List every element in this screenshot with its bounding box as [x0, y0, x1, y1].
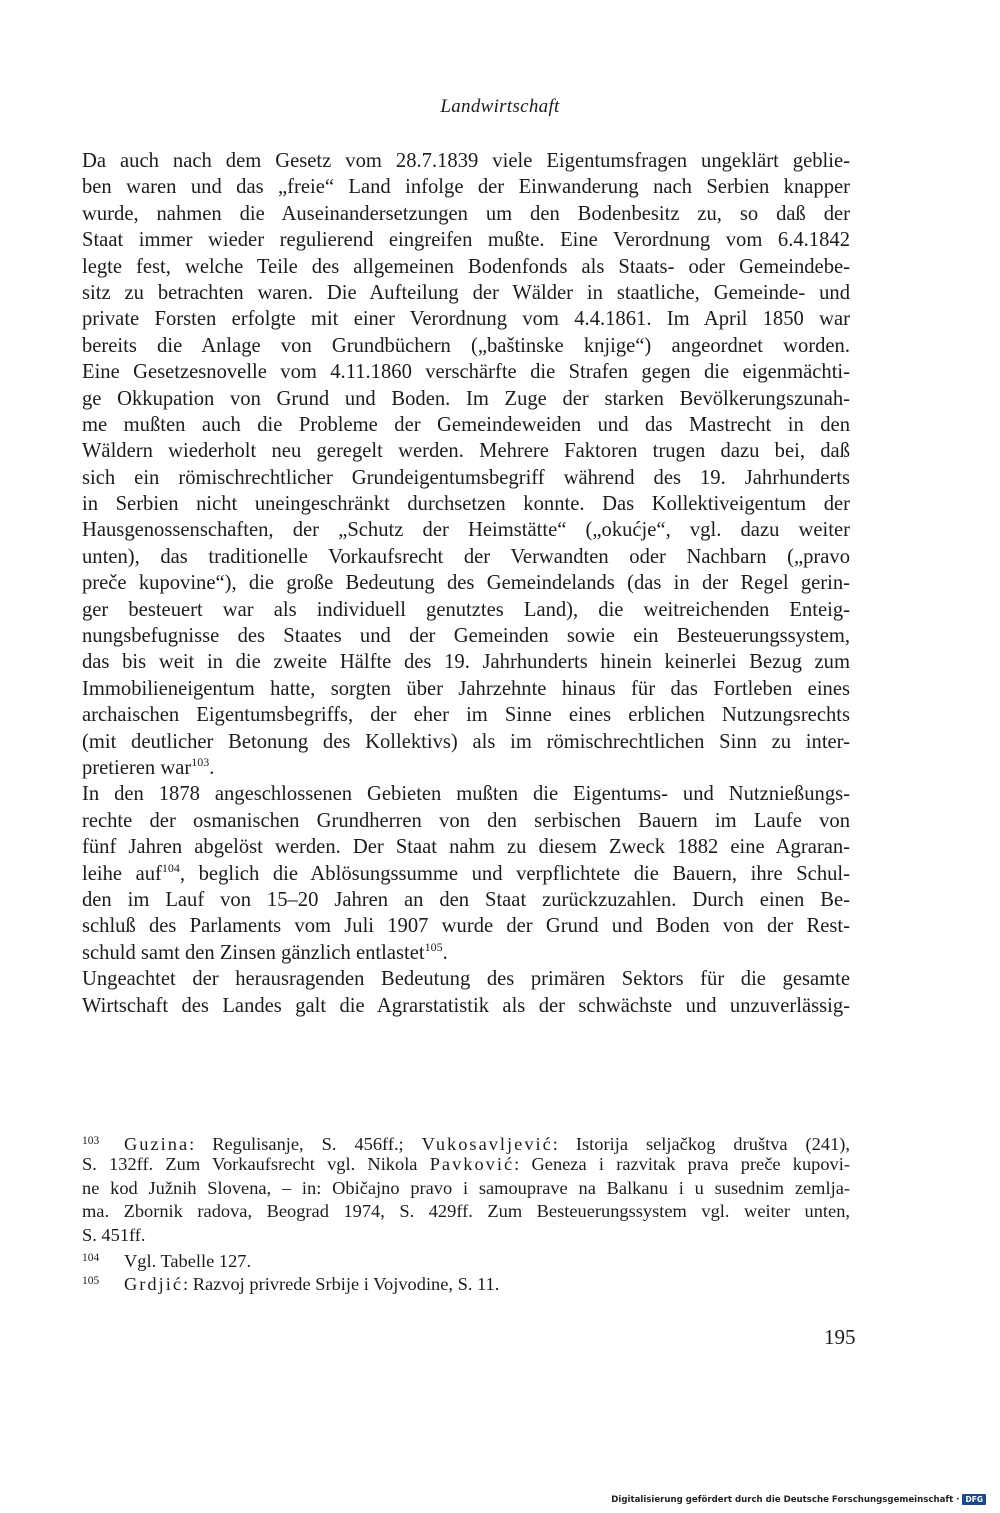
footnote-line: [82, 1153, 850, 1176]
text-line: in Serbien nicht uneingeschränkt durchsetzen konnte. Das Kollektiveigentum der: [82, 493, 850, 516]
period: .: [209, 756, 215, 779]
footnote-ref-105[interactable]: 105: [424, 939, 443, 954]
footnote-line: ne kod Južnih Slovena, – in: Običajno pravo i samouprave na Balkanu i u susednim zemlja-: [82, 1177, 850, 1198]
author-name: Guzina: [124, 1134, 190, 1154]
footnote-text: : Razvoj privrede Srbije i Vojvodine, S. 11.: [182, 1274, 500, 1295]
footnote-text: : Regulisanje, S. 456ff.;: [189, 1134, 422, 1154]
text-line: preče kupovine“), die große Bedeutung des Gemeindelands (das in der Regel gerin-: [82, 572, 850, 595]
text-line: den im Lauf von 15–20 Jahren an den Staat zurückzuzahlen. Durch einen Be-: [82, 888, 850, 911]
text-line: me mußten auch die Probleme der Gemeindeweiden und das Mastrecht in den: [82, 413, 850, 436]
text-line: [82, 861, 850, 887]
text-line: wurde, nahmen die Auseinandersetzungen um den Bodenbesitz zu, so daß der: [82, 202, 850, 225]
body-text: [82, 148, 850, 1019]
text-line: schluß des Parlaments vom Juli 1907 wurde der Grund und Boden von der Rest-: [82, 915, 850, 938]
text-line: Staat immer wieder regulierend eingreifen mußte. Eine Verordnung vom 6.4.1842: [82, 229, 850, 252]
footnote-103: [82, 1130, 850, 1153]
dfg-logo: DFG: [962, 1494, 986, 1505]
text-line: Immobilieneigentum hatte, sorgten über Jahrzehnte hinaus für das Fortleben eines: [82, 677, 850, 700]
text-line: sich ein römischrechtlicher Grundeigentumsbegriff während des 19. Jahrhunderts: [82, 466, 850, 489]
running-head: Landwirtschaft: [440, 96, 560, 117]
footnote-line: ma. Zbornik radova, Beograd 1974, S. 429ff. Zum Besteuerungssystem vgl. weiter unten,: [82, 1201, 850, 1222]
text-line: private Forsten erfolgte mit einer Verordnung vom 4.4.1861. Im April 1850 war: [82, 308, 850, 331]
text-line: archaischen Eigentumsbegriffs, der eher im Sinne eines erblichen Nutzungsrechts: [82, 704, 850, 727]
digitization-credit: [611, 1494, 986, 1505]
text-line: bereits die Anlage von Grundbüchern („baštinske knjige“) angeordnet worden.: [82, 334, 850, 357]
text-line: Eine Gesetzesnovelle vom 4.11.1860 verschärfte die Strafen gegen die eigenmächti-: [82, 361, 850, 384]
text-line: sitz zu betrachten waren. Die Aufteilung der Wälder in staatliche, Gemeinde- und: [82, 281, 850, 304]
footnote-text: : Istorija seljačkog društva (241),: [552, 1134, 850, 1154]
footnotes: [82, 1130, 850, 1294]
text-line: ge Okkupation von Grund und Boden. Im Zuge der starken Bevölkerungszunah-: [82, 387, 850, 410]
text-line: fünf Jahren abgelöst werden. Der Staat nahm zu diesem Zweck 1882 eine Agraran-: [82, 836, 850, 859]
text-line: Hausgenossenschaften, der „Schutz der Heimstätte“ („okućje“, vgl. dazu weiter: [82, 519, 850, 542]
text-line: Da auch nach dem Gesetz vom 28.7.1839 viele Eigentumsfragen ungeklärt geblie-: [82, 150, 850, 172]
text-line: nungsbefugnisse des Staates und der Gemeinden sowie ein Besteuerungssystem,: [82, 625, 850, 648]
footnote-number: 104: [82, 1251, 100, 1264]
text-line: ben waren und das „freie“ Land infolge der Einwanderung nach Serbien knapper: [82, 176, 850, 199]
text-line: Wäldern wiederholt neu geregelt werden. Mehrere Faktoren trugen dazu bei, daß: [82, 440, 850, 463]
text-line: unten), das traditionelle Vorkaufsrecht der Verwandten oder Nachbarn („pravo: [82, 545, 850, 568]
footnote-ref-104[interactable]: 104: [161, 860, 180, 875]
text-line: Ungeachtet der herausragenden Bedeutung des primären Sektors für die gesamte: [82, 968, 850, 991]
text-line: Wirtschaft des Landes galt die Agrarstatistik als der schwächste und unzuverlässig-: [82, 994, 850, 1017]
period: .: [442, 941, 448, 964]
text-line: legte fest, welche Teile des allgemeinen Bodenfonds als Staats- oder Gemeindebe-: [82, 255, 850, 278]
text-fragment: , beglich die Ablösungssumme und verpflichtete die Bauern, ihre Schul-: [179, 862, 850, 885]
credit-text: Digitalisierung gefördert durch die Deutsche Forschungsgemeinschaft ·: [611, 1494, 960, 1505]
text-fragment: leihe auf: [82, 862, 162, 885]
text-line: rechte der osmanischen Grundherren von den serbischen Bauern im Laufe von: [82, 809, 850, 832]
footnote-105: [82, 1270, 850, 1293]
author-name: Pavković: [429, 1154, 515, 1175]
page-number: 195: [824, 1325, 856, 1349]
author-name: Vukosavljević: [421, 1134, 553, 1154]
footnote-text: : Geneza i razvitak prava preče kupovi-: [514, 1154, 850, 1175]
text-line: In den 1878 angeschlossenen Gebieten mußten die Eigentums- und Nutznießungs-: [82, 783, 850, 806]
text-line: [82, 940, 850, 966]
text-line: das bis weit in die zweite Hälfte des 19. Jahrhunderts hinein keinerlei Bezug zum: [82, 651, 850, 674]
footnote-ref-103[interactable]: 103: [191, 754, 210, 769]
footnote-number: 105: [82, 1275, 100, 1288]
text-fragment: schuld samt den Zinsen gänzlich entlastet: [82, 941, 425, 964]
text-line: [82, 755, 850, 781]
text-line: ger besteuert war als individuell genutztes Land), die weitreichenden Enteig-: [82, 598, 850, 621]
footnote-line: S. 451ff.: [82, 1224, 146, 1245]
author-name: Grdjić: [124, 1274, 183, 1295]
footnote-text: Vgl. Tabelle 127.: [124, 1250, 252, 1271]
text-fragment: pretieren war: [82, 756, 192, 779]
footnote-text: S. 132ff. Zum Vorkaufsrecht vgl. Nikola: [82, 1154, 430, 1175]
footnote-104: [82, 1247, 850, 1270]
text-line: (mit deutlicher Betonung des Kollektivs) als im römischrechtlichen Sinn zu inter-: [82, 730, 850, 753]
footnote-number: 103: [82, 1135, 100, 1147]
